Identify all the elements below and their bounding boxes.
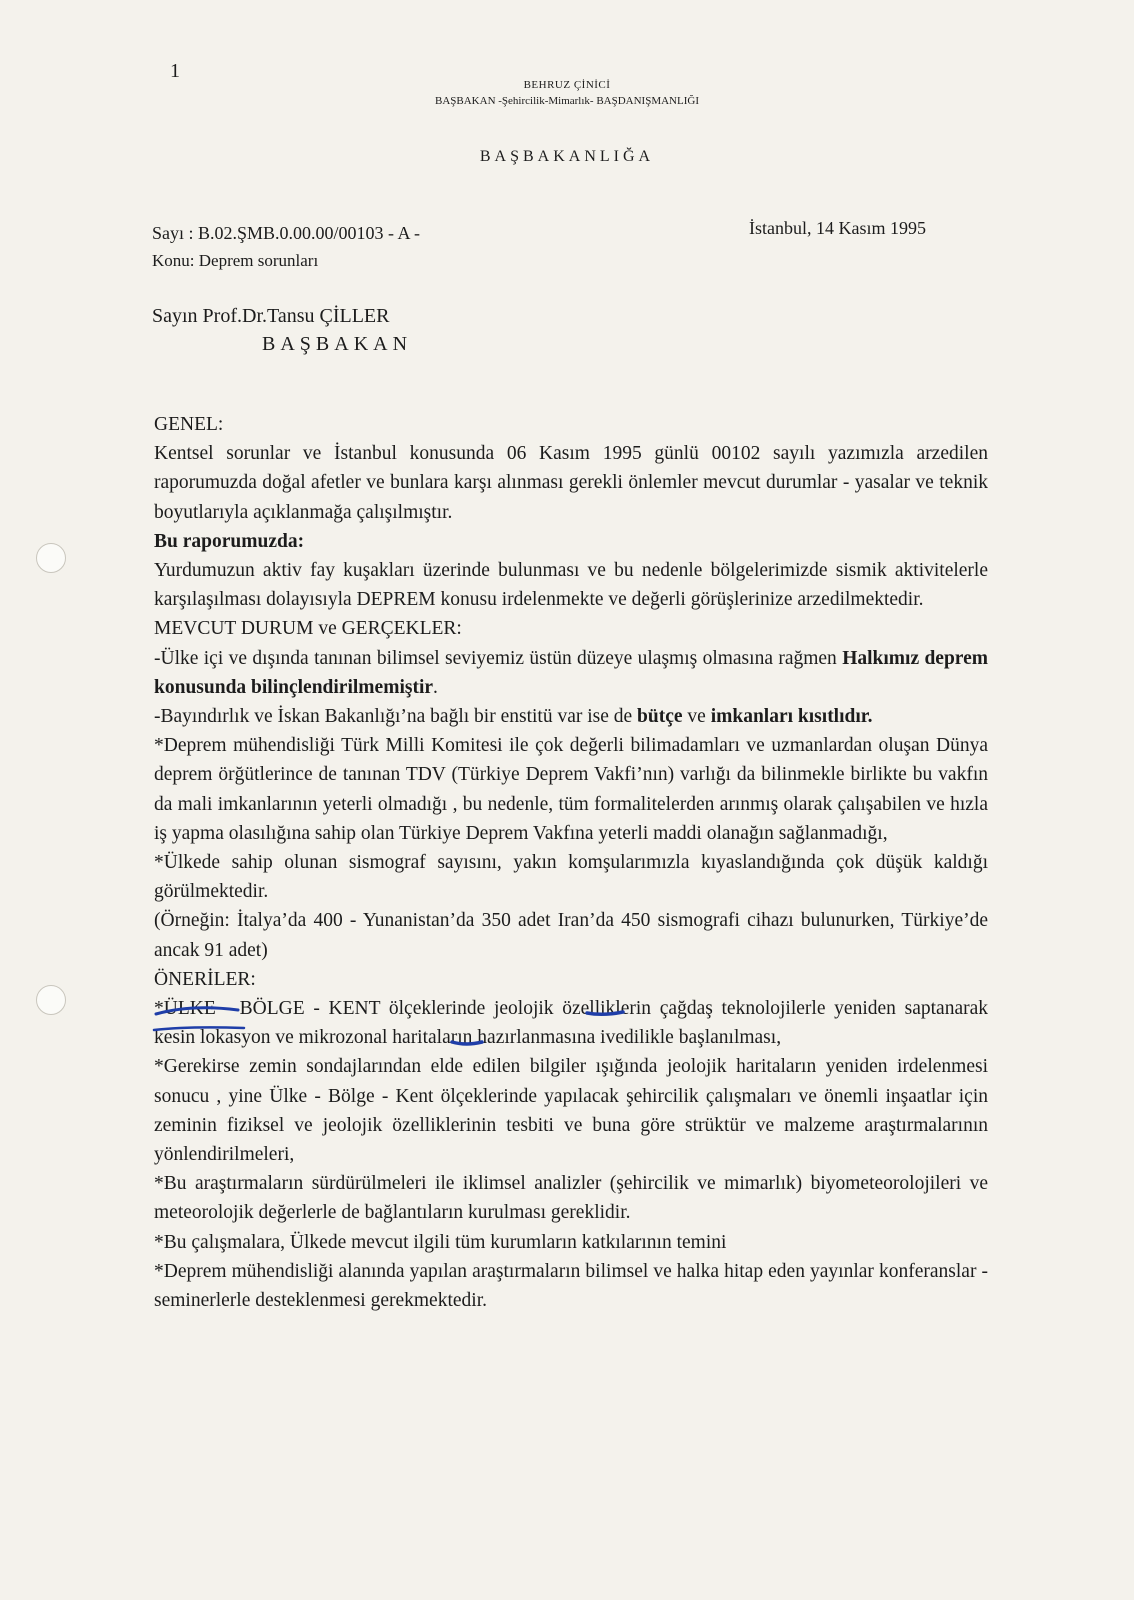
place-date: İstanbul, 14 Kasım 1995 — [749, 218, 926, 238]
subject-line: Konu: Deprem sorunları — [152, 251, 319, 270]
mevcut-1-period: . — [433, 676, 438, 698]
mevcut-2-emphasis-budget: bütçe — [637, 706, 683, 728]
paragraph-mevcut-1 — [154, 644, 988, 702]
mevcut-1-text: -Ülke içi ve dışında tanınan bilimsel seviyemiz üstün düzeye ulaşmış olmasına rağmen — [154, 647, 837, 669]
recipient-title: BAŞBAKAN — [262, 333, 413, 355]
paragraph-oneri-1: *ÜLKE - BÖLGE - KENT ölçeklerinde jeolojik özelliklerin çağdaş teknolojilerle yeniden saptanarak kesin lokasyon ve mikrozonal haritaların hazırlanmasına ivedilikle başlanılması, — [154, 998, 988, 1049]
addressee-org: BAŞBAKANLIĞA — [479, 148, 655, 165]
section-heading-rapor: Bu raporumuzda: — [154, 530, 305, 552]
letterhead-role: BAŞBAKAN -Şehircilik-Mimarlık- BAŞDANIŞMANLIĞI — [435, 95, 699, 107]
recipient-name: Sayın Prof.Dr.Tansu ÇİLLER — [152, 305, 390, 327]
paragraph-rapor: Yurdumuzun aktiv fay kuşakları üzerinde bulunması ve bu nedenle bölgelerimizde sismik aktivitelerle karşılaşılması dolayısıyla DEPREM konusu irdelenmekte ve değerli görüşlerinize arzedilmektedir. — [154, 560, 988, 611]
reference-number: Sayı : B.02.ŞMB.0.00.00/00103 - A - — [152, 223, 421, 243]
paragraph-oneri-5: *Deprem mühendisliği alanında yapılan araştırmaların bilimsel ve halka hitap eden yayınlar konferanslar - seminerlerle desteklenmesi gerekmektedir. — [154, 1260, 988, 1312]
paragraph-mevcut-3: *Deprem mühendisliği Türk Milli Komitesi ile çok değerli bilimadamları ve uzmanlardan oluşan Dünya deprem örğütlerince de tanınan TDV (Türkiye Deprem Vakfi’nın) varlığı da bilinmekle birlikte bu vakfın da mali imkanlarının yeterli olmadığı , bu nedenle, tüm formalitelerden arınmış olarak çalışabilen ve hızla iş yapma olasılığına sahip olan Türkiye Deprem Vakfına yeterli maddi olanağın sağlanmadığı, — [154, 735, 988, 844]
paragraph-oneri-3: *Bu araştırmaların sürdürülmeleri ile iklimsel analizler (şehircilik ve mimarlık) biyometeorolojileri ve meteorolojik değerlerle de bağlantıların kurulması gereklidir. — [154, 1173, 988, 1224]
mevcut-2-joiner: ve — [682, 706, 711, 728]
letterhead-name: BEHRUZ ÇİNİCİ — [523, 79, 611, 91]
punch-hole-bottom — [36, 985, 66, 1015]
mevcut-1-emphasis: Halkımız deprem konusunda bilinçlendirilmemiştir — [154, 647, 989, 698]
paragraph-oneri-4: *Bu çalışmalara, Ülkede mevcut ilgili tüm kurumların katkılarının temini — [154, 1231, 727, 1253]
paragraph-genel: Kentsel sorunlar ve İstanbul konusunda 06 Kasım 1995 günlü 00102 sayılı yazımızla arzedilen raporumuzda doğal afetler ve bunlara karşı alınması gerekli önlemler mevcut durumlar - yasalar ve teknik boyutlarıyla açıklanmağa çalışılmıştır. — [154, 443, 988, 523]
section-heading-genel: GENEL: — [154, 414, 224, 435]
paragraph-mevcut-4: *Ülkede sahip olunan sismograf sayısını, yakın komşularımızla kıyaslandığında çok düşük kaldığı görülmektedir. — [154, 852, 988, 903]
page-number-mark: 1 — [170, 60, 180, 82]
section-heading-oneriler: ÖNERİLER: — [154, 968, 256, 990]
section-heading-mevcut: MEVCUT DURUM ve GERÇEKLER: — [154, 618, 462, 640]
paragraph-mevcut-2 — [154, 702, 988, 731]
letter-body — [154, 410, 988, 1315]
mevcut-2-emphasis-means: imkanları kısıtlıdır. — [710, 706, 873, 728]
punch-hole-top — [36, 543, 66, 573]
paragraph-oneri-2: *Gerekirse zemin sondajlarından elde edilen bilgiler ışığında jeolojik haritaların yeniden irdelenmesi sonucu , yine Ülke - Bölge - Kent ölçeklerinde yapılacak şehircilik çalışmaları ve önemli inşaatlar için zeminin fiziksel ve jeolojik özelliklerinin tesbiti ve buna göre strüktür ve malzeme araştırmalarının yönlendirilmeleri, — [154, 1056, 988, 1166]
mevcut-2-text: -Bayındırlık ve İskan Bakanlığı’na bağlı bir enstitü var ise de — [154, 706, 638, 728]
paragraph-example: (Örneğin: İtalya’da 400 - Yunanistan’da 350 adet Iran’da 450 sismografi cihazı bulunurken, Türkiye’de ancak 91 adet) — [154, 910, 988, 961]
